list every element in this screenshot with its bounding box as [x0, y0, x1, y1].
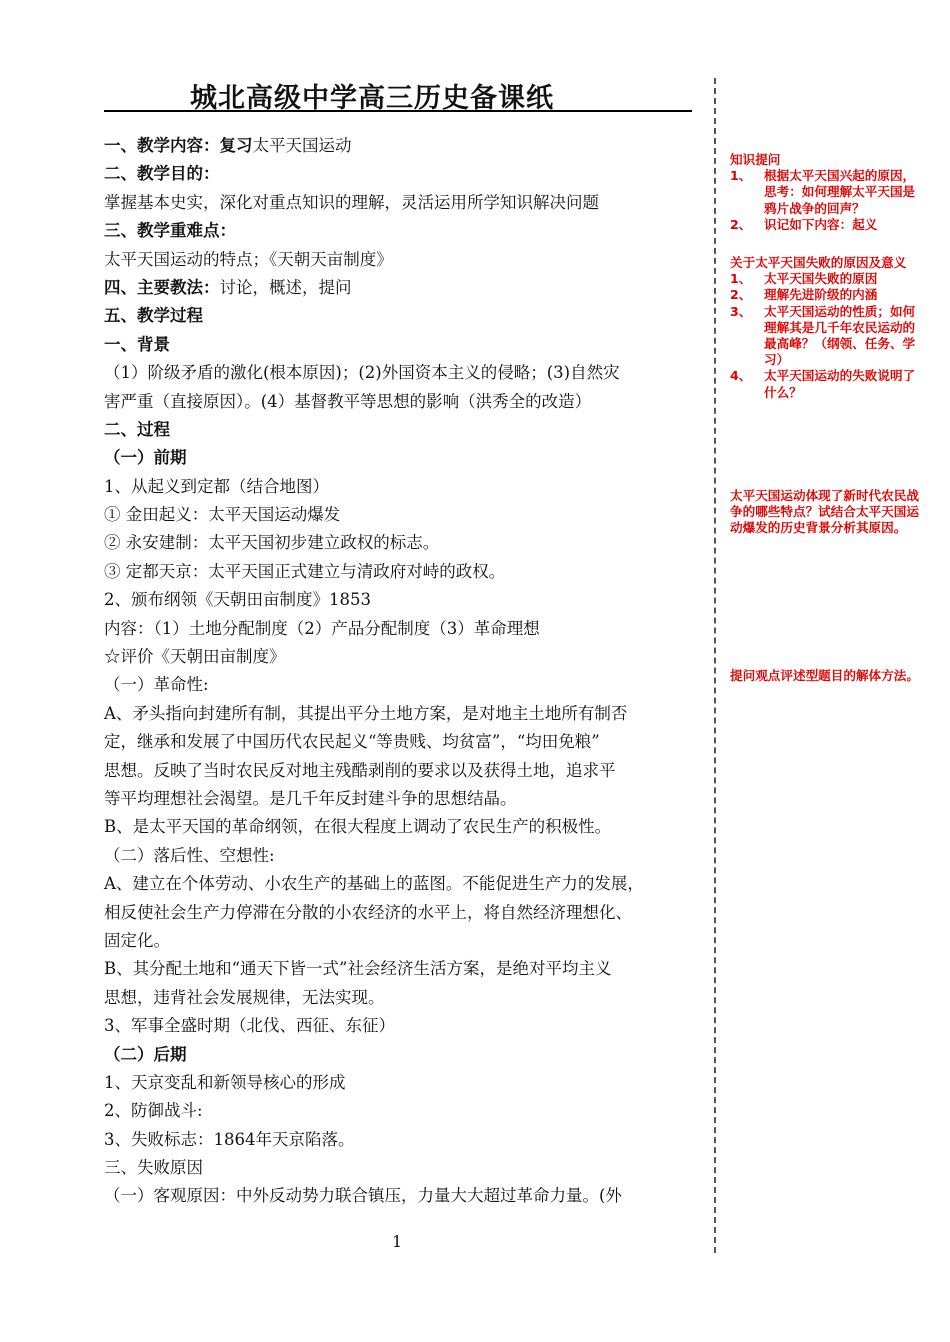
note-item [730, 271, 926, 287]
body-text-line: （一）客观原因：中外反动势力联合镇压，力量大大超过革命力量。(外 [104, 1186, 622, 1206]
body-text-line: 三、失败原因 [104, 1158, 203, 1178]
note-item-number: 4、 [730, 368, 752, 384]
note-item-text: 理解先进阶级的内涵 [764, 287, 878, 303]
body-text-line: 害严重（直接原因）。(4）基督教平等思想的影响（洪秀全的改造） [104, 391, 592, 411]
body-text-line: 1、天京变乱和新领导核心的形成 [104, 1072, 346, 1092]
note-item [730, 168, 926, 217]
section-heading-line [104, 132, 704, 160]
body-text-line: （二）落后性、空想性: [104, 845, 275, 865]
body-text-line: 1、从起义到定都（结合地图） [104, 476, 329, 496]
note-failure-reasons [730, 255, 926, 401]
note-item-text: 太平天国失败的原因 [764, 271, 878, 287]
note-heading: 关于太平天国失败的原因及意义 [730, 255, 907, 270]
body-text-line: 思想，违背社会发展规律，无法实现。 [104, 987, 385, 1007]
note-knowledge-questions [730, 152, 926, 244]
page-title: 城北高级中学高三历史备课纸 [190, 83, 554, 114]
section-heading: （二）后期 [104, 1044, 187, 1064]
section-heading-value: 讨论，概述，提问 [219, 277, 352, 297]
section-heading: 二、教学目的： [104, 164, 220, 184]
body-text-line: 掌握基本史实，深化对重点知识的理解，灵活运用所学知识解决问题 [104, 192, 599, 212]
body-text-line: 3、失败标志：1864年天京陷落。 [104, 1129, 355, 1149]
note-item-number: 1、 [730, 168, 752, 184]
body-text-line: 思想。反映了当时农民反对地主残酷剥削的要求以及获得土地，追求平 [104, 760, 616, 780]
note-item [730, 287, 926, 303]
body-text-line: ③ 定都天京：太平天国正式建立与清政府对峙的政权。 [104, 561, 506, 581]
note-item [730, 217, 926, 233]
note-new-era-features: 太平天国运动体现了新时代农民战争的哪些特点？试结合太平天国运动爆发的历史背景分析其原因。 [730, 488, 919, 536]
section-heading: 五、教学过程 [104, 306, 203, 326]
body-text-line: （1）阶级矛盾的激化(根本原因)；(2)外国资本主义的侵略；(3)自然灾 [104, 363, 620, 383]
note-item-number: 2、 [730, 287, 752, 303]
body-text-line: 固定化。 [104, 930, 170, 950]
body-text-line: 3、军事全盛时期（北伐、西征、东征） [104, 1016, 395, 1036]
note-item [730, 304, 926, 369]
body-text-line: ☆评价《天朝田亩制度》 [104, 647, 286, 667]
note-heading: 知识提问 [730, 152, 781, 167]
section-heading-value: 太平天国运动 [252, 136, 352, 155]
note-item-number: 1、 [730, 271, 752, 287]
body-text-line: ① 金田起义：太平天国运动爆发 [104, 505, 341, 525]
note-item-number: 2、 [730, 216, 752, 232]
section-heading: 一、背景 [104, 334, 170, 354]
body-text-line: 内容：（1）土地分配制度（2）产品分配制度（3）革命理想 [104, 618, 540, 638]
body-text-line: A、矛头指向封建所有制，其提出平分土地方案，是对地主土地所有制否 [104, 703, 628, 723]
body-text-line: B、其分配土地和“通天下皆一式”社会经济生活方案，是绝对平均主义 [104, 959, 612, 979]
body-text-line: （一）革命性: [104, 675, 209, 695]
body-text-line: 定，继承和发展了中国历代农民起义“等贵贱、均贫富”，“均田免粮” [104, 732, 600, 752]
lesson-body [104, 132, 704, 1211]
note-evaluation-method: 提问观点评述型题目的解体方法。 [730, 668, 919, 683]
section-heading-label: 四、主要教法： [104, 277, 220, 297]
section-heading: （一）前期 [104, 448, 187, 468]
body-text-line: ② 永安建制：太平天国初步建立政权的标志。 [104, 533, 440, 553]
note-item-text: 根据太平天国兴起的原因，思考：如何理解太平天国是鸦片战争的回声？ [764, 168, 916, 216]
note-item-number: 3、 [730, 303, 752, 319]
section-heading-label: 一、教学内容：复习 [104, 136, 253, 155]
title-underline [104, 110, 692, 112]
body-text-line: 等平均理想社会渴望。是几千年反封建斗争的思想结晶。 [104, 788, 517, 808]
note-item-text: 太平天国运动的失败说明了什么？ [764, 368, 916, 400]
body-text-line: B、是太平天国的革命纲领，在很大程度上调动了农民生产的积极性。 [104, 817, 612, 837]
section-heading: 二、过程 [104, 419, 170, 439]
body-text-line: 太平天国运动的特点；《天朝天亩制度》 [104, 249, 393, 269]
section-heading: 三、教学重难点： [104, 221, 236, 241]
body-text-line: 相反使社会生产力停滞在分散的小农经济的水平上，将自然经济理想化、 [104, 902, 632, 922]
section-heading-line [104, 274, 704, 302]
body-text-line: A、建立在个体劳动、小农生产的基础上的蓝图。不能促进生产力的发展， [104, 874, 644, 894]
body-text-line: 2、颁布纲领《天朝田亩制度》1853 [104, 590, 371, 610]
margin-divider [714, 78, 716, 1253]
note-item-text: 识记如下内容：起义 [764, 216, 878, 232]
page-number: 1 [392, 1232, 403, 1251]
note-item-text: 太平天国运动的性质；如何理解其是几千年农民运动的最高峰？（纲领、任务、学习） [764, 303, 916, 368]
note-item [730, 368, 926, 400]
body-text-line: 2、防御战斗: [104, 1101, 203, 1121]
